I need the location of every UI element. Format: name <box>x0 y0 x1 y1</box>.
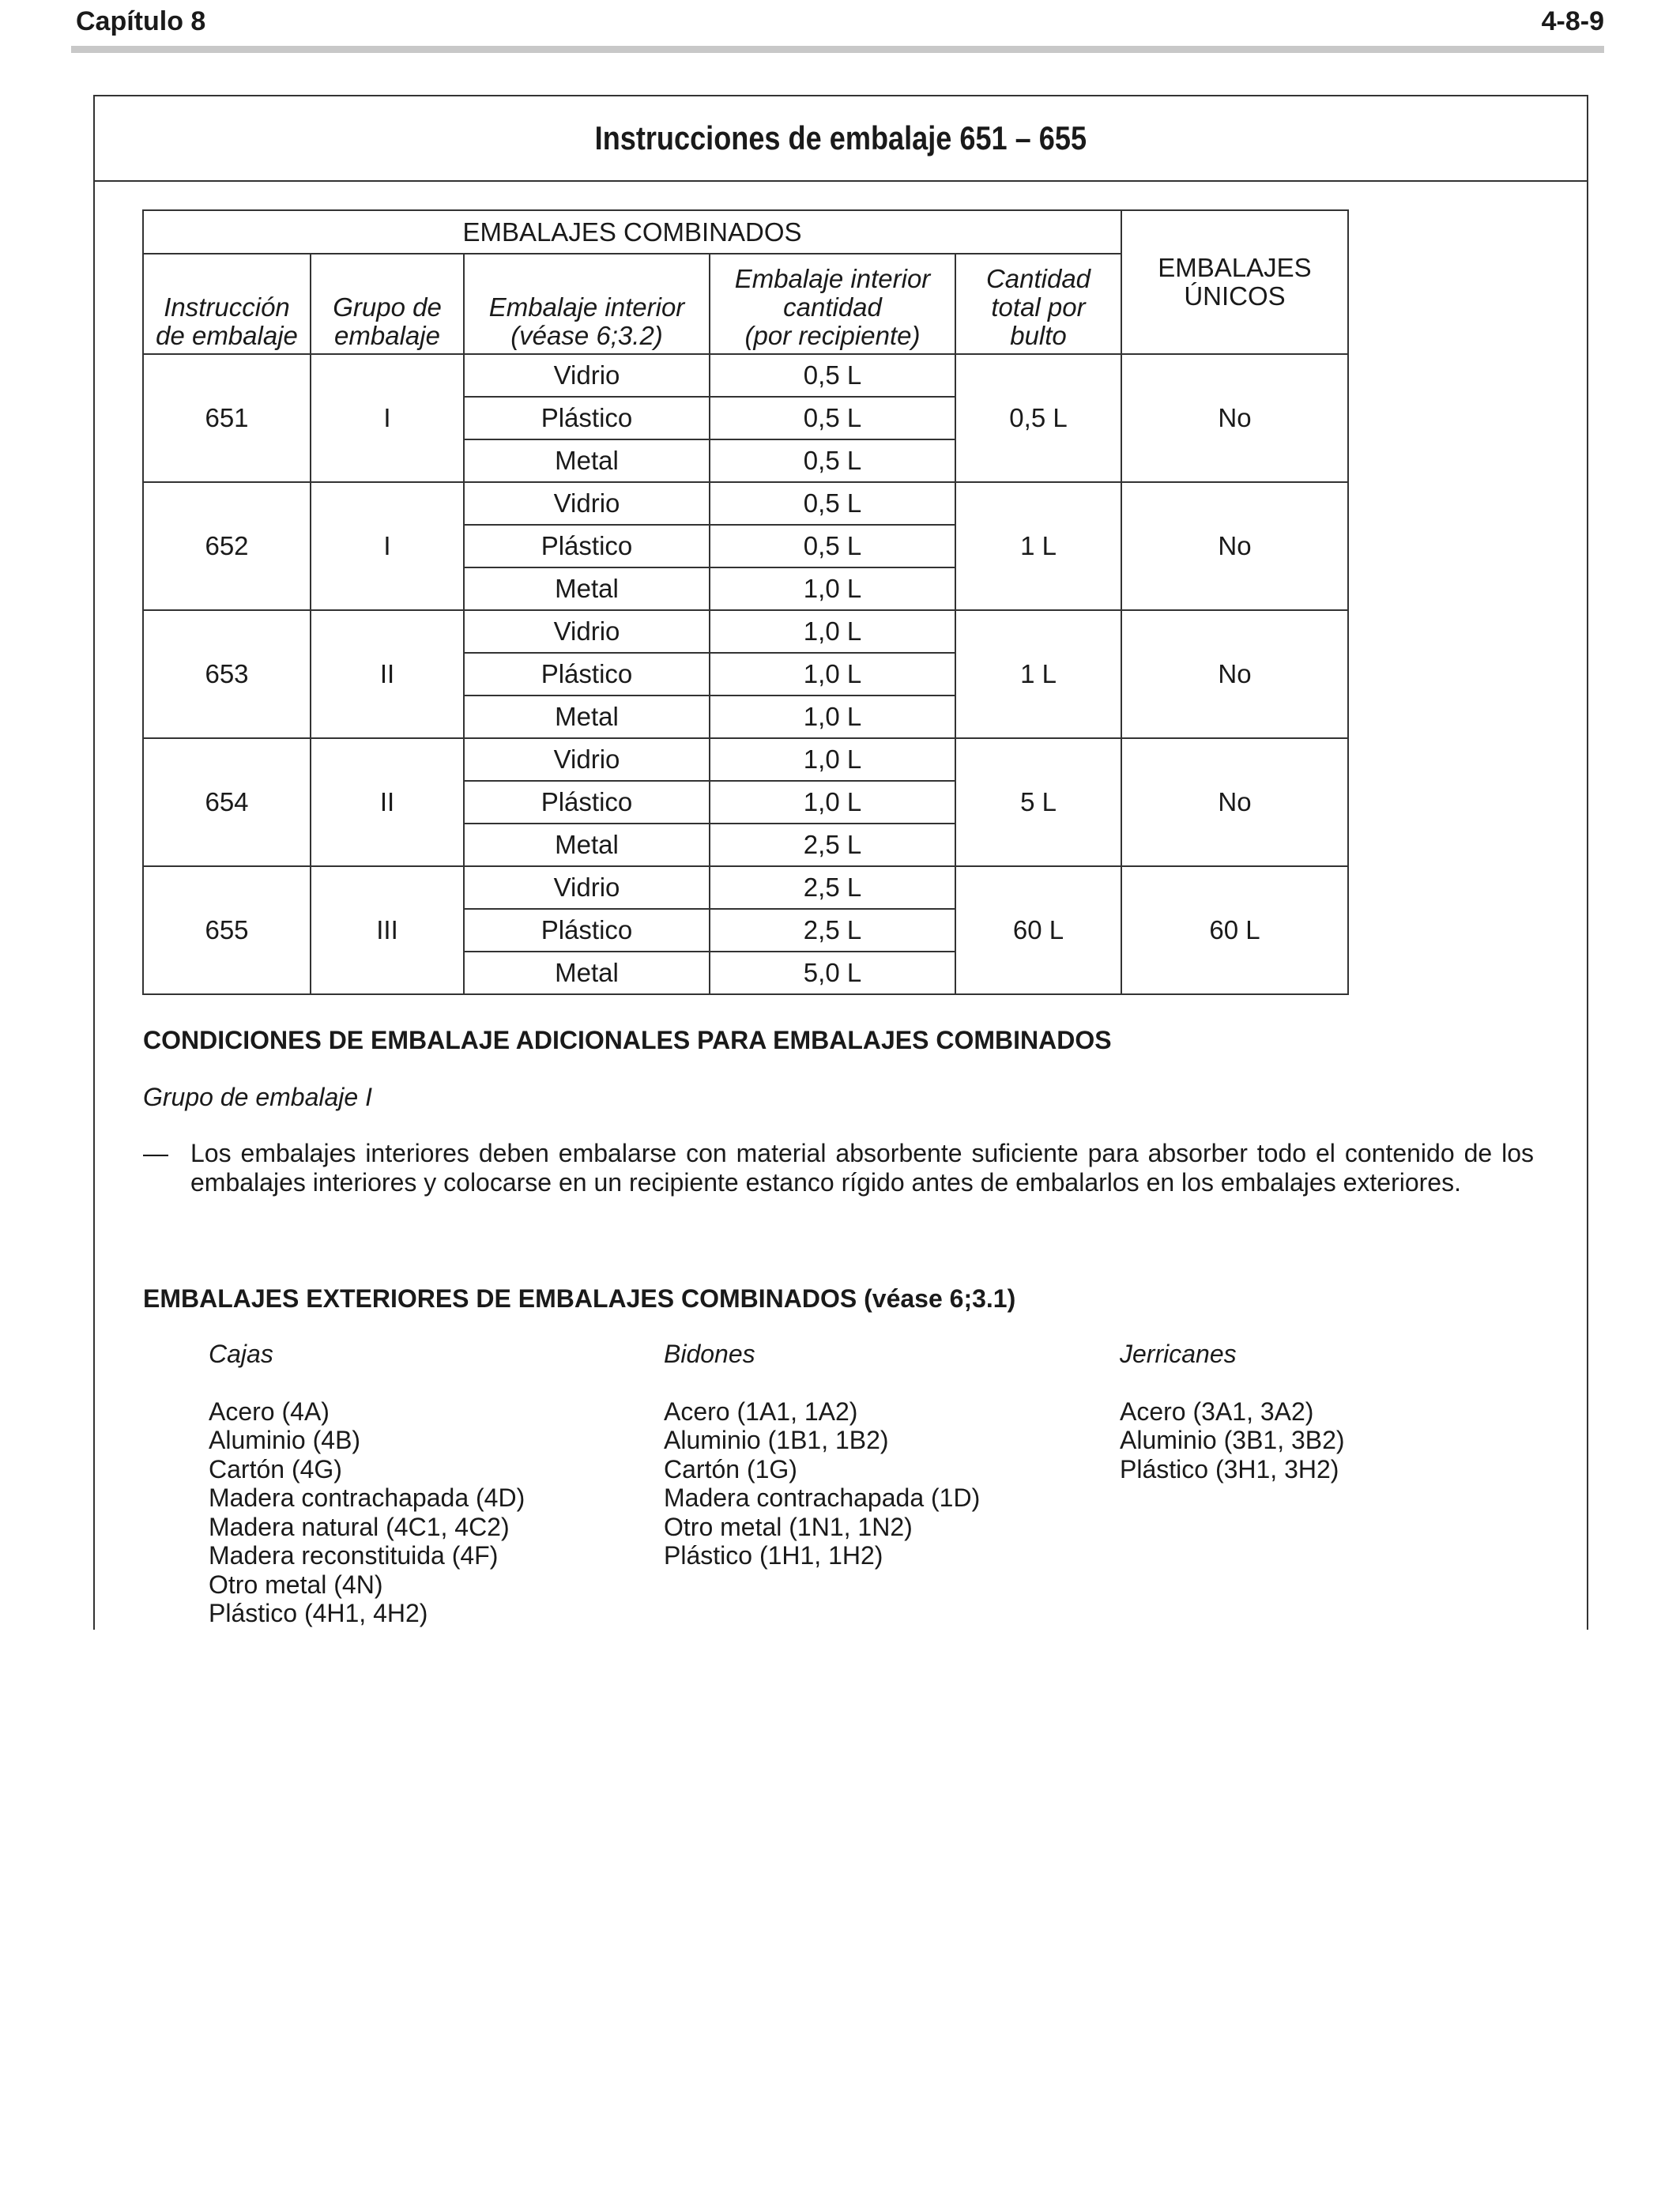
col-header-inner <box>464 254 710 354</box>
conditions-paragraph <box>143 1139 1534 1197</box>
total-cell: 60 L <box>955 866 1121 994</box>
single-cell: No <box>1121 354 1348 482</box>
col-header-line: Instrucción <box>164 292 290 322</box>
total-cell: 5 L <box>955 738 1121 866</box>
conditions-text: Los embalajes interiores deben embalarse con material absorbente suficiente para absorber todo el contenido de los embalajes interiores y colocarse en un recipiente estanco rígido antes de embalarlos en los embalajes exteriores. <box>190 1139 1534 1197</box>
inner-quantity: 0,5 L <box>710 525 955 567</box>
inner-material: Metal <box>464 439 710 482</box>
instruction-cell: 654 <box>143 738 311 866</box>
inner-quantity: 5,0 L <box>710 952 955 994</box>
instruction-cell: 653 <box>143 610 311 738</box>
conditions-subheading: Grupo de embalaje I <box>143 1083 372 1111</box>
list-item: Acero (4A) <box>209 1397 330 1426</box>
list-item: Plástico (1H1, 1H2) <box>664 1541 883 1570</box>
inner-material: Metal <box>464 696 710 738</box>
list-item: Acero (1A1, 1A2) <box>664 1397 858 1426</box>
inner-quantity: 2,5 L <box>710 824 955 866</box>
inner-quantity: 0,5 L <box>710 482 955 525</box>
single-cell: No <box>1121 738 1348 866</box>
single-cell: No <box>1121 482 1348 610</box>
column-title: Bidones <box>664 1340 755 1368</box>
column-title: Cajas <box>209 1340 273 1368</box>
group-cell: I <box>311 354 464 482</box>
column-title: Jerricanes <box>1120 1340 1237 1368</box>
inner-material: Plástico <box>464 781 710 824</box>
col-header-line: Embalaje interior <box>488 292 685 322</box>
inner-quantity: 1,0 L <box>710 738 955 781</box>
col-header-inner-qty <box>710 254 955 354</box>
inner-quantity: 1,0 L <box>710 781 955 824</box>
single-cell: No <box>1121 610 1348 738</box>
list-item: Madera natural (4C1, 4C2) <box>209 1512 510 1541</box>
single-cell: 60 L <box>1121 866 1348 994</box>
inner-material: Metal <box>464 952 710 994</box>
single-header <box>1121 210 1348 354</box>
list-item: Aluminio (4B) <box>209 1426 361 1454</box>
outer-column-jerricans <box>1120 1340 1345 1483</box>
group-cell: I <box>311 482 464 610</box>
inner-material: Plástico <box>464 397 710 439</box>
chapter-label: Capítulo 8 <box>76 6 206 36</box>
inner-quantity: 2,5 L <box>710 909 955 952</box>
list-item: Plástico (3H1, 3H2) <box>1120 1454 1339 1483</box>
inner-material: Vidrio <box>464 738 710 781</box>
single-header-line2: ÚNICOS <box>1184 281 1286 311</box>
col-header-line: bulto <box>1010 321 1067 350</box>
inner-quantity: 0,5 L <box>710 354 955 397</box>
list-item: Cartón (4G) <box>209 1454 342 1483</box>
inner-quantity: 1,0 L <box>710 567 955 610</box>
instruction-cell: 651 <box>143 354 311 482</box>
col-header-line: (por recipiente) <box>744 321 921 350</box>
inner-material: Plástico <box>464 909 710 952</box>
total-cell: 1 L <box>955 610 1121 738</box>
col-header-line: Embalaje interior <box>734 264 931 293</box>
inner-quantity: 1,0 L <box>710 696 955 738</box>
inner-material: Plástico <box>464 525 710 567</box>
dash-bullet: — <box>143 1139 168 1167</box>
col-header-line: de embalaje <box>156 321 298 350</box>
col-header-line: Cantidad <box>985 264 1091 293</box>
inner-material: Vidrio <box>464 354 710 397</box>
instruction-cell: 652 <box>143 482 311 610</box>
inner-material: Vidrio <box>464 610 710 653</box>
list-item: Acero (3A1, 3A2) <box>1120 1397 1314 1426</box>
col-header-instruction <box>143 254 311 354</box>
list-item: Aluminio (1B1, 1B2) <box>664 1426 889 1454</box>
list-item: Aluminio (3B1, 3B2) <box>1120 1426 1345 1454</box>
list-item: Madera reconstituida (4F) <box>209 1541 499 1570</box>
group-cell: II <box>311 738 464 866</box>
col-header-total <box>955 254 1121 354</box>
inner-material: Plástico <box>464 653 710 696</box>
outer-column-boxes <box>209 1340 525 1628</box>
list-item: Cartón (1G) <box>664 1454 797 1483</box>
group-cell: II <box>311 610 464 738</box>
inner-quantity: 0,5 L <box>710 397 955 439</box>
page-title: Instrucciones de embalaje 651 – 655 <box>594 119 1087 156</box>
header-rule <box>71 46 1604 53</box>
inner-quantity: 0,5 L <box>710 439 955 482</box>
total-cell: 1 L <box>955 482 1121 610</box>
list-item: Madera contrachapada (4D) <box>209 1483 525 1512</box>
inner-material: Metal <box>464 567 710 610</box>
instruction-cell: 655 <box>143 866 311 994</box>
col-header-group <box>311 254 464 354</box>
col-header-line: total por <box>991 292 1086 322</box>
title-box <box>95 96 1587 182</box>
inner-quantity: 2,5 L <box>710 866 955 909</box>
total-cell: 0,5 L <box>955 354 1121 482</box>
page-number: 4-8-9 <box>1541 6 1604 36</box>
outer-column-drums <box>664 1340 980 1570</box>
inner-material: Vidrio <box>464 482 710 525</box>
conditions-heading: CONDICIONES DE EMBALAJE ADICIONALES PARA EMBALAJES COMBINADOS <box>143 1026 1112 1054</box>
list-item: Plástico (4H1, 4H2) <box>209 1599 428 1627</box>
inner-material: Metal <box>464 824 710 866</box>
list-item: Madera contrachapada (1D) <box>664 1483 981 1512</box>
col-header-line: embalaje <box>334 321 440 350</box>
inner-quantity: 1,0 L <box>710 653 955 696</box>
combined-header: EMBALAJES COMBINADOS <box>143 210 1121 254</box>
list-item: Otro metal (4N) <box>209 1570 383 1599</box>
single-header-line1: EMBALAJES <box>1158 253 1312 282</box>
col-header-line: Grupo de <box>333 292 442 322</box>
col-header-line: cantidad <box>783 292 882 322</box>
list-item: Otro metal (1N1, 1N2) <box>664 1512 913 1541</box>
col-header-line: (véase 6;3.2) <box>510 321 663 350</box>
packing-table <box>142 209 1349 995</box>
outer-heading: EMBALAJES EXTERIORES DE EMBALAJES COMBINADOS (véase 6;3.1) <box>143 1284 1016 1313</box>
group-cell: III <box>311 866 464 994</box>
inner-material: Vidrio <box>464 866 710 909</box>
inner-quantity: 1,0 L <box>710 610 955 653</box>
